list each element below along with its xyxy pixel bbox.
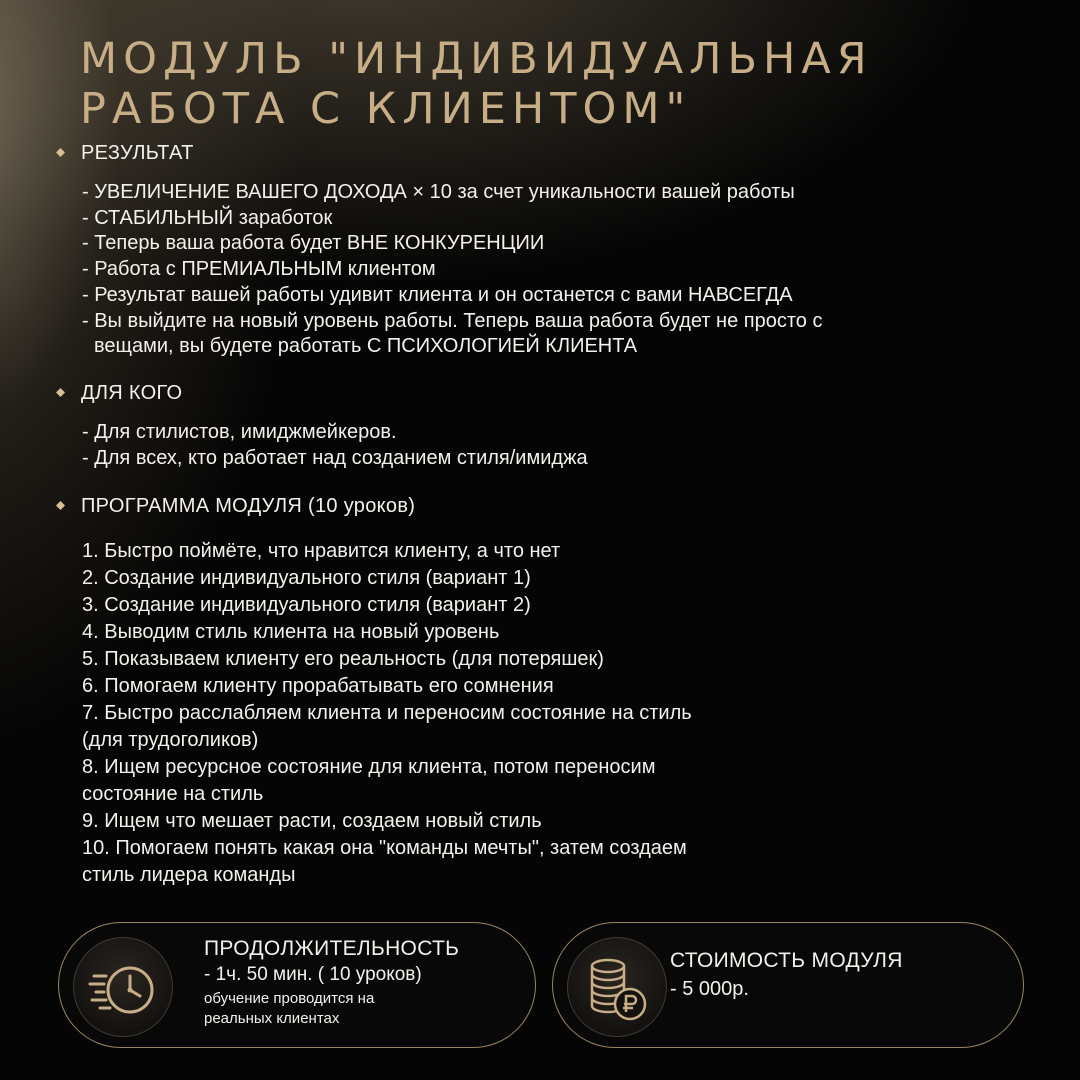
list-item: - Теперь ваша работа будет ВНЕ КОНКУРЕНЦИИ — [82, 232, 545, 255]
section-heading-result-label: РЕЗУЛЬТАТ — [81, 142, 194, 164]
diamond-bullet-icon — [56, 501, 65, 510]
list-item: 4. Выводим стиль клиента на новый уровень — [82, 621, 500, 643]
page-title-line-1: МОДУЛЬ "ИНДИВИДУАЛЬНАЯ — [80, 34, 873, 84]
fast-clock-icon — [73, 937, 173, 1037]
page-title-line-2: РАБОТА С КЛИЕНТОМ" — [80, 84, 692, 134]
list-item: - УВЕЛИЧЕНИЕ ВАШЕГО ДОХОДА × 10 за счет уникальности вашей работы — [82, 181, 795, 203]
list-item: 5. Показываем клиенту его реальность (для потеряшек) — [82, 648, 604, 670]
list-item: 6. Помогаем клиенту прорабатывать его сомнения — [82, 675, 554, 697]
list-item: 7. Быстро расслабляем клиента и переносим состояние на стиль — [82, 702, 692, 724]
section-heading-audience-label: ДЛЯ КОГО — [81, 382, 183, 404]
list-item: - СТАБИЛЬНЫЙ заработок — [82, 206, 333, 229]
coins-ruble-icon — [567, 937, 667, 1037]
duration-value: - 1ч. 50 мин. ( 10 уроков) — [204, 964, 422, 985]
audience-list — [82, 420, 588, 471]
duration-card — [58, 922, 536, 1048]
diamond-bullet-icon — [56, 148, 65, 157]
section-heading-program — [56, 495, 415, 518]
list-item: - Результат вашей работы удивит клиента и он останется с вами НАВСЕГДА — [82, 283, 793, 306]
list-item: - Для стилистов, имиджмейкеров. — [82, 421, 397, 443]
price-heading: СТОИМОСТЬ МОДУЛЯ — [670, 949, 903, 972]
duration-heading: ПРОДОЛЖИТЕЛЬНОСТЬ — [204, 937, 460, 960]
program-list — [82, 538, 692, 889]
list-item: 2. Создание индивидуального стиля (вариант 1) — [82, 567, 531, 589]
price-card — [552, 922, 1024, 1048]
result-list — [82, 180, 822, 360]
list-item: (для трудоголиков) — [82, 729, 259, 751]
list-item: стиль лидера команды — [82, 864, 296, 886]
price-value: - 5 000р. — [670, 978, 749, 1000]
section-heading-audience — [56, 382, 182, 405]
list-item: состояние на стиль — [82, 783, 264, 805]
page-title — [80, 34, 1040, 134]
list-item: 10. Помогаем понять какая она "команды мечты", затем создаем — [82, 837, 687, 859]
duration-note-line-1: обучение проводится на — [204, 990, 375, 1007]
section-heading-result — [56, 142, 194, 165]
list-item: - Для всех, кто работает над созданием стиля/имиджа — [82, 446, 588, 469]
list-item: - Работа с ПРЕМИАЛЬНЫМ клиентом — [82, 258, 436, 281]
diamond-bullet-icon — [56, 388, 65, 397]
list-item: 3. Создание индивидуального стиля (вариант 2) — [82, 594, 531, 616]
list-item: 8. Ищем ресурсное состояние для клиента, потом переносим — [82, 756, 656, 778]
list-item: 9. Ищем что мешает расти, создаем новый стиль — [82, 810, 542, 832]
list-item: вещами, вы будете работать С ПСИХОЛОГИЕЙ КЛИЕНТА — [94, 335, 638, 358]
list-item: 1. Быстро поймёте, что нравится клиенту, а что нет — [82, 540, 561, 562]
list-item: - Вы выйдите на новый уровень работы. Теперь ваша работа будет не просто с — [82, 309, 823, 332]
section-heading-program-label: ПРОГРАММА МОДУЛЯ (10 уроков) — [81, 495, 416, 517]
duration-note-line-2: реальных клиентах — [204, 1010, 340, 1027]
